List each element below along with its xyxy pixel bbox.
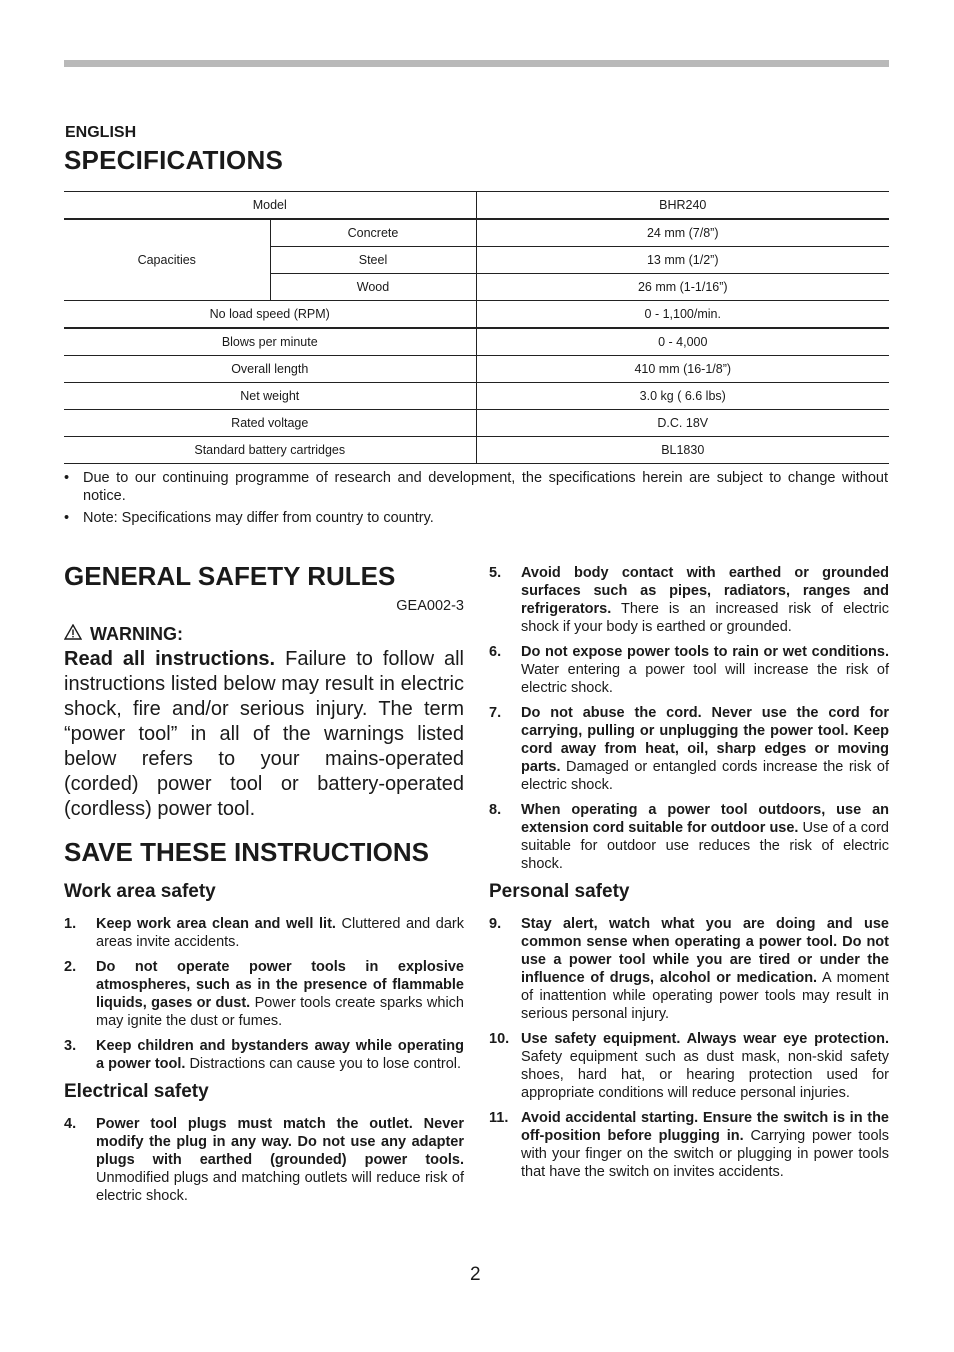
- language-label: ENGLISH: [65, 124, 137, 141]
- table-row: [64, 301, 889, 329]
- item-number: 7.: [489, 705, 502, 721]
- left-column: [64, 560, 464, 1212]
- item-text: Cluttered and dark areas invite accidents.: [96, 916, 464, 950]
- spec-label: Capacities: [64, 219, 270, 301]
- item-bold: Do not operate power tools in explosive atmospheres, such as in the presence of flammable liquids, gases or dust.: [96, 959, 464, 1011]
- spec-label: Overall length: [64, 356, 476, 383]
- table-row: [64, 437, 889, 464]
- item-bold: Avoid body contact with earthed or grounded surfaces such as pipes, radiators, ranges and refrigerators.: [521, 565, 889, 617]
- electrical-heading: Electrical safety: [64, 1081, 209, 1102]
- spec-sublabel: Concrete: [270, 219, 476, 247]
- item-number: 9.: [489, 916, 502, 932]
- specifications-title: SPECIFICATIONS: [64, 145, 284, 175]
- warning-lead: Read all instructions.: [64, 648, 276, 670]
- warning-body: [64, 647, 464, 822]
- spec-value: BL1830: [476, 437, 889, 464]
- table-row: [64, 328, 889, 356]
- spec-sublabel: Steel: [270, 247, 476, 274]
- item-bold: Keep children and bystanders away while operating a power tool.: [96, 1038, 464, 1072]
- item-bold: Use safety equipment. Always wear eye protection.: [521, 1031, 889, 1047]
- list-item: [64, 915, 464, 951]
- note-text: Note: Specifications may differ from country to country.: [83, 510, 434, 526]
- list-item: [489, 915, 889, 1023]
- item-number: 10.: [489, 1031, 510, 1047]
- spec-sublabel: Wood: [270, 274, 476, 301]
- item-text: Damaged or entangled cords increase the risk of electric shock.: [521, 759, 889, 793]
- warning-text: Failure to follow all instructions listed below may result in electric shock, fire and/or serious injury. The term “power tool” in all of the warnings listed below refers to your mains-operated (corded) power tool or battery-operated (cordless) power tool.: [64, 648, 465, 820]
- list-item: [64, 1115, 464, 1205]
- right-column: [489, 564, 889, 1188]
- spec-label: No load speed (RPM): [64, 301, 476, 329]
- table-row: [64, 383, 889, 410]
- top-rule: [64, 60, 889, 67]
- save-instructions-title: SAVE THESE INSTRUCTIONS: [64, 837, 430, 867]
- personal-list: [489, 915, 889, 1181]
- note-text: Due to our continuing programme of research and development, the specifications herein are subject to change without notice.: [83, 470, 888, 504]
- item-text: Power tools create sparks which may ignite the dust or fumes.: [96, 995, 464, 1029]
- warning-label: WARNING:: [90, 624, 183, 644]
- spec-value: 24 mm (7/8”): [476, 219, 889, 247]
- list-item: [489, 801, 889, 873]
- item-text: Water entering a power tool will increase the risk of electric shock.: [521, 662, 889, 696]
- item-bold: Stay alert, watch what you are doing and use common sense when operating a power tool. Do not use a power tool while you are tired or under the influence of drugs, alcohol or medication.: [521, 916, 889, 986]
- item-number: 6.: [489, 644, 502, 660]
- warning-triangle-icon: [64, 624, 82, 645]
- spec-label: Net weight: [64, 383, 476, 410]
- item-number: 1.: [64, 916, 77, 932]
- personal-heading: Personal safety: [489, 881, 630, 902]
- item-number: 2.: [64, 959, 77, 975]
- list-item: [64, 958, 464, 1030]
- spec-value: 410 mm (16-1/8”): [476, 356, 889, 383]
- work-area-list: [64, 915, 464, 1073]
- table-row: [64, 219, 889, 247]
- item-number: 8.: [489, 802, 502, 818]
- spec-value: 0 - 1,100/min.: [476, 301, 889, 329]
- item-text: A moment of inattention while operating power tools may result in serious personal injury.: [521, 970, 889, 1022]
- document-code: GEA002-3: [396, 598, 464, 614]
- list-item: [489, 564, 889, 636]
- list-item: [489, 1030, 889, 1102]
- item-bold: Avoid accidental starting. Ensure the switch is in the off-position before plugging in.: [521, 1110, 889, 1144]
- table-row: [64, 356, 889, 383]
- bullet: •: [64, 510, 70, 526]
- electrical-list-right: [489, 564, 889, 873]
- item-text: Carrying power tools with your finger on the switch or plugging in power tools that have the switch on invites accidents.: [521, 1128, 889, 1180]
- item-text: Safety equipment such as dust mask, non-skid safety shoes, hard hat, or hearing protection used for appropriate conditions will reduce personal injuries.: [521, 1049, 889, 1101]
- item-text: Use of a cord suitable for outdoor use reduces the risk of electric shock.: [521, 820, 889, 872]
- spec-label: Rated voltage: [64, 410, 476, 437]
- page-number: 2: [470, 1264, 481, 1285]
- item-number: 4.: [64, 1116, 77, 1132]
- work-area-heading: Work area safety: [64, 881, 216, 902]
- item-number: 11.: [489, 1110, 509, 1126]
- list-item: [489, 704, 889, 794]
- list-item: [489, 1109, 889, 1181]
- warning-heading: [64, 624, 464, 645]
- spec-label: Blows per minute: [64, 328, 476, 356]
- item-bold: Keep work area clean and well lit.: [96, 916, 336, 932]
- item-number: 3.: [64, 1038, 77, 1054]
- spec-value: 13 mm (1/2”): [476, 247, 889, 274]
- item-bold: Do not abuse the cord. Never use the cord for carrying, pulling or unplugging the power tool. Keep cord away from heat, oil, sharp edges or moving parts.: [521, 705, 889, 775]
- list-item: [64, 1037, 464, 1073]
- specifications-table: [64, 191, 889, 464]
- general-safety-title: GENERAL SAFETY RULES: [64, 561, 396, 591]
- note-item: [64, 509, 888, 527]
- item-number: 5.: [489, 565, 502, 581]
- note-item: [64, 469, 888, 505]
- spec-label: Model: [64, 192, 476, 220]
- item-bold: Do not expose power tools to rain or wet conditions.: [521, 644, 889, 660]
- bullet: •: [64, 470, 70, 486]
- spec-value: BHR240: [476, 192, 889, 220]
- spec-value: D.C. 18V: [476, 410, 889, 437]
- table-row: [64, 410, 889, 437]
- spec-value: 0 - 4,000: [476, 328, 889, 356]
- item-text: Distractions can cause you to lose control.: [185, 1056, 462, 1072]
- spec-value: 3.0 kg ( 6.6 lbs): [476, 383, 889, 410]
- item-bold: Power tool plugs must match the outlet. Never modify the plug in any way. Do not use any adapter plugs with earthed (grounded) power tools.: [96, 1116, 464, 1168]
- spec-notes: [64, 469, 888, 531]
- item-text: Unmodified plugs and matching outlets will reduce risk of electric shock.: [96, 1170, 464, 1204]
- item-text: There is an increased risk of electric shock if your body is earthed or grounded.: [521, 601, 889, 635]
- item-bold: When operating a power tool outdoors, use an extension cord suitable for outdoor use.: [521, 802, 889, 836]
- spec-value: 26 mm (1-1/16”): [476, 274, 889, 301]
- spec-label: Standard battery cartridges: [64, 437, 476, 464]
- list-item: [489, 643, 889, 697]
- electrical-list-left: [64, 1115, 464, 1205]
- table-row: [64, 192, 889, 220]
